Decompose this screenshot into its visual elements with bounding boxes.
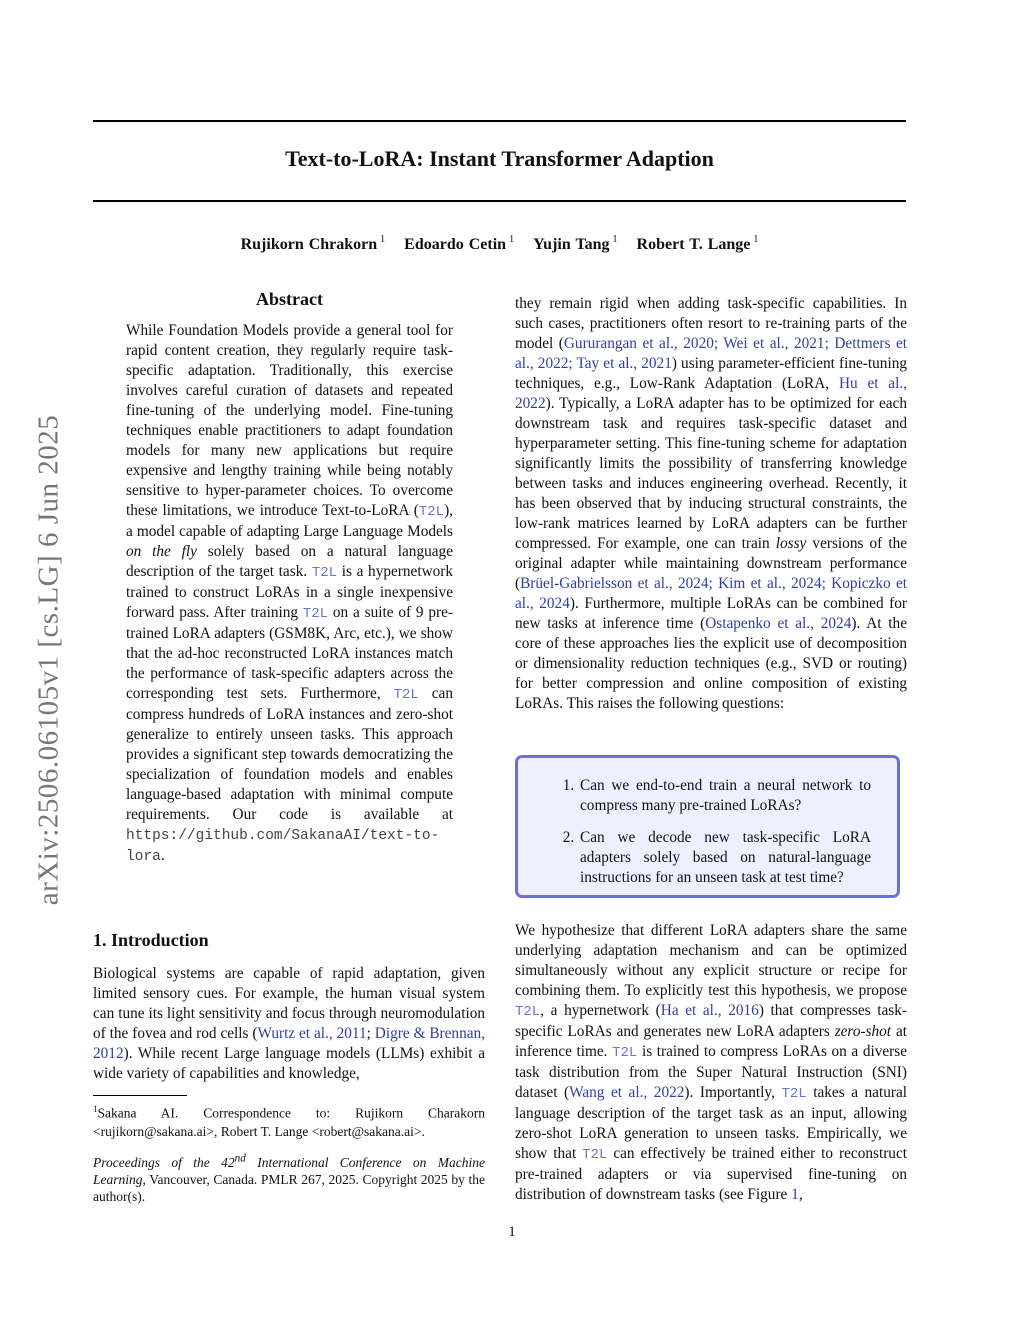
t2l-link[interactable]: T2L <box>302 606 329 622</box>
title-bottom-rule <box>93 200 906 202</box>
question-item: 2. Can we decode new task-specific LoRA adapters solely based on natural-language instructions for an unseen task at test time? <box>578 828 871 888</box>
abstract-section <box>126 289 453 867</box>
abstract-heading: Abstract <box>256 289 323 309</box>
paper-title: Text-to-LoRA: Instant Transformer Adaption <box>285 146 714 171</box>
citation-link[interactable]: Brüel-Gabrielsson et al., 2024; Kim et al., 2024; Kopiczko et al., 2024 <box>515 575 907 612</box>
hypothesis-section <box>515 921 907 1205</box>
hypothesis-paragraph: We hypothesize that different LoRA adapters share the same underlying adaptation mechanism and can be optimized simultaneously without any explicit structure or recipe for combining them. To explicitly test this hypothesis, we propose T2L, a hypernetwork (Ha et al., 2016) that compresses task-specific LoRAs and generates new LoRA adapters zero-shot at inference time. T2L is trained to compress LoRAs on a diverse task distribution from the Super Natural Instruction (SNI) dataset (Wang et al., 2022). Importantly, T2L takes a natural language description of the target task as an input, allowing zero-shot LoRA generation to unseen tasks. Empirically, we show that T2L can effectively be trained either to reconstruct pre-trained adapters or via supervised fine-tuning on distribution of downstream tasks (see Figure 1, <box>515 922 908 1203</box>
introduction-heading: 1. Introduction <box>93 930 209 950</box>
author: Yujin Tang $^1$ <box>533 234 618 253</box>
citation-link[interactable]: Digre & Brennan, 2012 <box>93 1025 485 1062</box>
right-column-text <box>515 294 907 714</box>
citation-link[interactable]: Wang et al., 2022 <box>569 1084 685 1101</box>
footnote-rule <box>93 1095 187 1096</box>
page-number: 1 <box>508 1224 516 1240</box>
arxiv-identifier: arXiv:2506.06105v1 [cs.LG] 6 Jun 2025 <box>32 414 65 906</box>
author: Edoardo Cetin $^1$ <box>404 234 515 253</box>
author: Rujikorn Chrakorn $^1$ <box>240 234 386 253</box>
code-url-link[interactable]: https://github.com/SakanaAI/text-to-lora <box>126 828 440 865</box>
citation-link[interactable]: Hu et al., 2022 <box>515 375 907 412</box>
motivation-paragraph: they remain rigid when adding task-specific capabilities. In such cases, practitioners often resort to re-training parts of the model (Gururangan et al., 2020; Wei et al., 2021; Dettmers et al., 2022; Tay et al., 2021) using parameter-efficient fine-tuning techniques, e.g., Low-Rank Adaptation (LoRA, Hu et al., 2022). Typically, a LoRA adapter has to be optimized for each downstream task and requires task-specific dataset and hyperparameter setting. This fine-tuning scheme for adaptation significantly limits the possibility of transferring knowledge between tasks and induces engineering overhead. Recently, it has been observed that by inducing structural constraints, the low-rank matrices learned by LoRA adapters can be further compressed. For example, one can train lossy versions of the original adapter while maintaining downstream performance (Brüel-Gabrielsson et al., 2024; Kim et al., 2024; Kopiczko et al., 2024). Furthermore, multiple LoRAs can be combined for new tasks at inference time (Ostapenko et al., 2024). At the core of these approaches lies the explicit use of decomposition or dimensionality reduction techniques (e.g., SVD or routing) for better compression and online composition of existing LoRAs. This raises the following questions: <box>515 295 908 712</box>
introduction-paragraph: Biological systems are capable of rapid adaptation, given limited sensory cues. For example, the human visual system can tune its light sensitivity and focus through neuromodulation of the fovea and rod cells (Wurtz et al., 2011; Digre & Brennan, 2012). While recent Large language models (LLMs) exhibit a wide variety of capabilities and knowledge, <box>93 965 485 1082</box>
citation-link[interactable]: Gururangan et al., 2020; Wei et al., 2021; Dettmers et al., 2022; Tay et al., 2021 <box>515 335 908 372</box>
proceedings-note: Proceedings of the 42nd International Conference on Machine Learning, Vancouver, Canada. PMLR 267, 2025. Copyright 2025 by the author(s). <box>93 1152 485 1204</box>
t2l-link[interactable]: T2L <box>393 687 419 703</box>
t2l-link[interactable]: T2L <box>418 504 445 520</box>
citation-link[interactable]: Ha et al., 2016 <box>660 1002 759 1019</box>
title-top-rule <box>93 120 906 122</box>
question-item: 1. Can we end-to-end train a neural network to compress many pre-trained LoRAs? <box>578 776 871 816</box>
t2l-link[interactable]: T2L <box>781 1086 807 1102</box>
t2l-link[interactable]: T2L <box>612 1045 638 1061</box>
t2l-link[interactable]: T2L <box>311 565 338 581</box>
citation-link[interactable]: Ostapenko et al., 2024 <box>705 615 852 632</box>
t2l-link[interactable]: T2L <box>515 1004 541 1020</box>
author-list <box>93 236 906 254</box>
t2l-link[interactable]: T2L <box>582 1147 608 1163</box>
affiliation-footnote: $^1$Sakana AI. Correspondence to: Rujikorn Charakorn <rujikorn@sakana.ai>, Robert T. Lange <robert@sakana.ai>. <box>93 1104 485 1139</box>
abstract-body: While Foundation Models provide a general tool for rapid content creation, they regularly require task-specific adaptation. Traditionally, this exercise involves careful curation of datasets and repeated fine-tuning of the underlying model. Fine-tuning techniques enable practitioners to adapt foundation models for many new applications but require expensive and lengthy training while being notably sensitive to hyper-parameter choices. To overcome these limitations, we introduce Text-to-LoRA (T2L), a model capable of adapting Large Language Models on the fly solely based on a natural language description of the target task. T2L is a hypernetwork trained to construct LoRAs in a single inexpensive forward pass. After training T2L on a suite of 9 pre-trained LoRA adapters (GSM8K, Arc, etc.), we show that the ad-hoc reconstructed LoRA instances match the performance of task-specific adapters across the corresponding test sets. Furthermore, T2L can compress hundreds of LoRA instances and zero-shot generalize to entirely unseen tasks. This approach provides a significant step towards democratizing the specialization of foundation models and enables language-based adaptation with minimal compute requirements. Our code is available at https://github.com/SakanaAI/text-to-lora. <box>126 322 454 865</box>
introduction-section <box>93 930 485 1084</box>
research-questions-box <box>515 755 900 898</box>
author: Robert T. Lange $^1$ <box>636 234 759 253</box>
citation-link[interactable]: Wurtz et al., 2011 <box>257 1025 367 1042</box>
research-questions-list <box>518 758 897 888</box>
figure-link[interactable]: 1 <box>791 1186 799 1203</box>
